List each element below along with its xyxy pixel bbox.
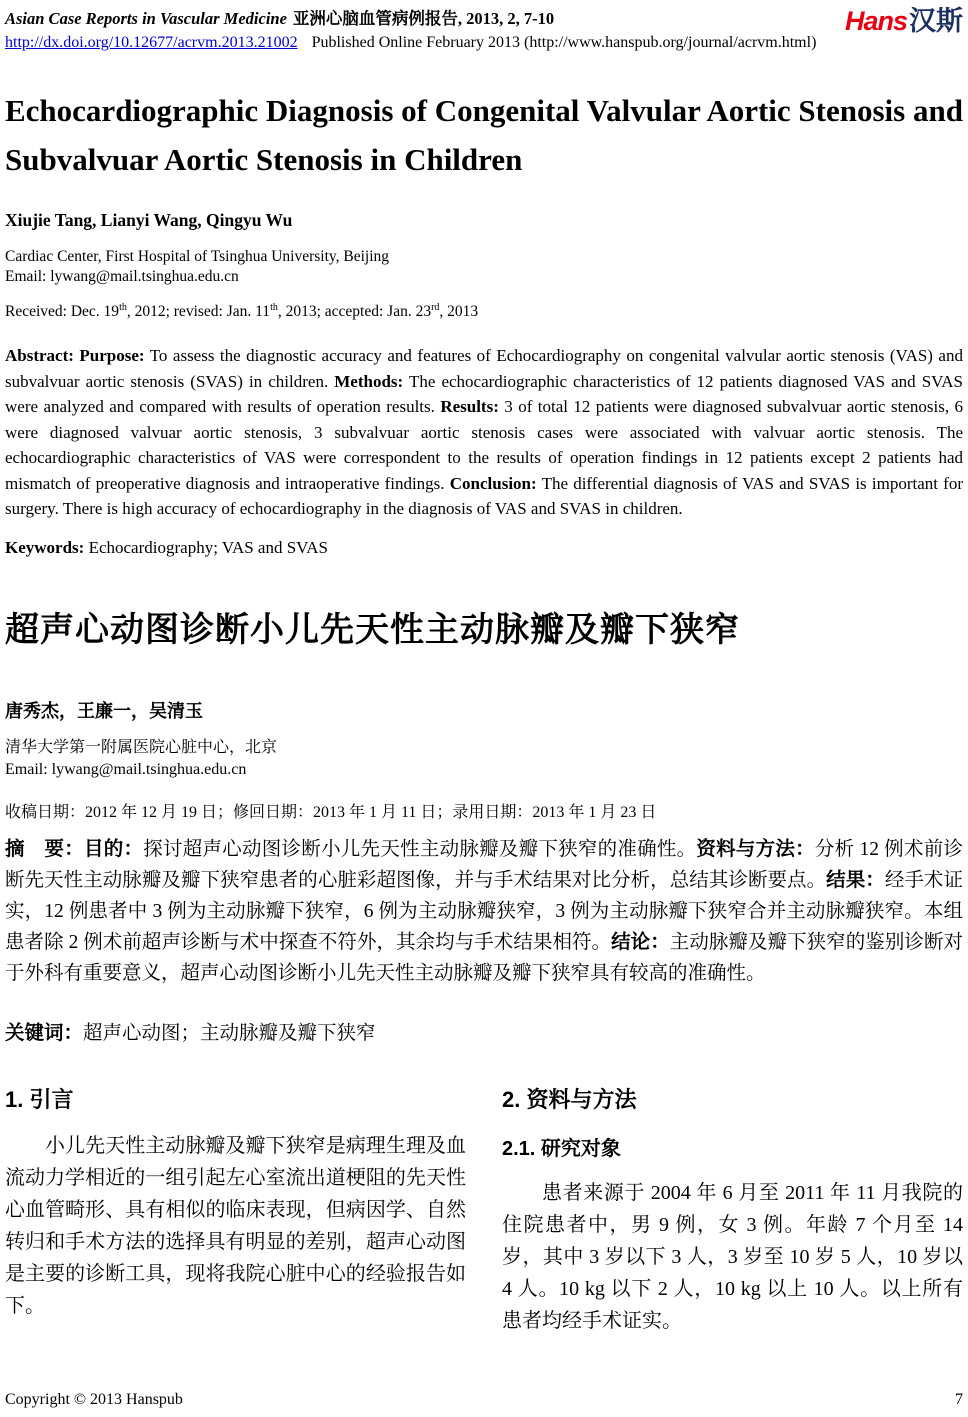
affiliation-block-en bbox=[5, 247, 963, 287]
hanspub-logo-hanzi: 汉斯 bbox=[909, 6, 963, 36]
journal-header bbox=[5, 8, 963, 54]
received-line: Received: Dec. 19th, 2012; revised: Jan. 11th, 2013; accepted: Jan. 23rd, 2013 bbox=[5, 301, 479, 320]
body-columns bbox=[5, 1083, 963, 1337]
hanspub-logo bbox=[845, 8, 963, 34]
page-number: 7 bbox=[955, 1391, 963, 1408]
journal-name-line bbox=[5, 8, 816, 30]
left-column bbox=[5, 1083, 466, 1337]
email-zh: Email: lywang@mail.tsinghua.edu.cn bbox=[5, 760, 247, 778]
paper-title-zh: 超声心动图诊断小儿先天性主动脉瓣及瓣下狭窄 bbox=[5, 610, 740, 649]
section-methods-subheading: 2.1. 研究对象 bbox=[502, 1137, 621, 1160]
section-methods-heading: 2. 资料与方法 bbox=[502, 1086, 637, 1112]
publication-line bbox=[5, 32, 816, 54]
abstract-en: Abstract: Purpose: To assess the diagnostic accuracy and features of Echocardiography on congenital valvular aortic stenosis (VAS) and subvalvuar aortic stenosis (SVAS) in children. Methods: The echocardiographic characteristics of 12 patients diagnosed VAS and SVAS were analyzed and compared with results of operation results. Results: 3 of total 12 patients were diagnosed subvalvuar aortic stenosis, 6 were diagnosed valvuar aortic stenosis, 3 subvalvuar aortic stenosis cases were associated with valvuar aortic stenosis. The echocardiographic characteristics of VAS were correspondent to the results of operation findings in 12 patients except 2 patients had mismatch of preoperative diagnosis and intraoperative findings. Conclusion: The differential diagnosis of VAS and SVAS is important for surgery. There is high accuracy of echocardiography in the diagnosis of VAS and SVAS in children. bbox=[5, 346, 963, 518]
affiliation-block-zh bbox=[5, 737, 963, 781]
doi-link[interactable]: http://dx.doi.org/10.12677/acrvm.2013.21002 bbox=[5, 34, 298, 51]
abstract-zh: 摘 要：目的：探讨超声心动图诊断小儿先天性主动脉瓣及瓣下狭窄的准确性。资料与方法：分析 12 例术前诊断先天性主动脉瓣及瓣下狭窄患者的心脏彩超图像，并与手术结果对比分析，总结其诊断要点。结果：经手术证实，12 例患者中 3 例为主动脉瓣下狭窄，6 例为主动脉瓣狭窄，3 例为主动脉瓣下狭窄合并主动脉瓣狭窄。本组患者除 2 例术前超声诊断与术中探查不符外，其余均与手术结果相符。结论：主动脉瓣及瓣下狭窄的鉴别诊断对于外科有重要意义，超声心动图诊断小儿先天性主动脉瓣及瓣下狭窄具有较高的准确性。 bbox=[5, 837, 963, 984]
copyright-text: Copyright © 2013 Hanspub bbox=[5, 1391, 183, 1408]
journal-name-zh: 亚洲心脑血管病例报告, 2013, 2, 7-10 bbox=[292, 9, 555, 28]
page-footer bbox=[5, 1391, 963, 1409]
paper-title-en: Echocardiographic Diagnosis of Congenital Valvular Aortic Stenosis and Subvalvuar Aortic Stenosis in Children bbox=[5, 93, 963, 177]
affiliation-en: Cardiac Center, First Hospital of Tsinghua University, Beijing bbox=[5, 248, 390, 265]
methods-paragraph: 患者来源于 2004 年 6 月至 2011 年 11 月我院的住院患者中，男 9 例，女 3 例。年龄 7 个月至 14 岁，其中 3 岁以下 3 人，3 岁至 10 岁 5 人，10 岁以 4 人。10 kg 以下 2 人，10 kg 以上 10 人。以上所有患者均经手术证实。 bbox=[502, 1181, 963, 1332]
dates-zh: 收稿日期：2012 年 12 月 19 日；修回日期：2013 年 1 月 11 日；录用日期：2013 年 1 月 23 日 bbox=[5, 803, 657, 821]
hans-logo-text: Hans bbox=[844, 6, 907, 36]
intro-paragraph: 小儿先天性主动脉瓣及瓣下狭窄是病理生理及血流动力学相近的一组引起左心室流出道梗阻的先天性心血管畸形、具有相似的临床表现，但病因学、自然转归和手术方法的选择具有明显的差别，超声心动图是主要的诊断工具，现将我院心脏中心的经验报告如下。 bbox=[5, 1134, 466, 1317]
journal-header-text bbox=[5, 8, 816, 54]
authors-en: Xiujie Tang, Lianyi Wang, Qingyu Wu bbox=[5, 210, 293, 230]
right-column bbox=[502, 1083, 963, 1337]
authors-zh: 唐秀杰，王廉一，吴清玉 bbox=[5, 700, 203, 721]
journal-name-en: Asian Case Reports in Vascular Medicine bbox=[5, 9, 287, 28]
section-intro-heading: 1. 引言 bbox=[5, 1086, 74, 1112]
keywords-en: Keywords: Echocardiography; VAS and SVAS bbox=[5, 537, 328, 557]
keywords-zh: 关键词：超声心动图；主动脉瓣及瓣下狭窄 bbox=[5, 1021, 376, 1044]
affiliation-zh: 清华大学第一附属医院心脏中心，北京 bbox=[5, 738, 278, 756]
published-online-text: Published Online February 2013 (http://www.hanspub.org/journal/acrvm.html) bbox=[311, 34, 817, 51]
email-en: Email: lywang@mail.tsinghua.edu.cn bbox=[5, 268, 239, 285]
